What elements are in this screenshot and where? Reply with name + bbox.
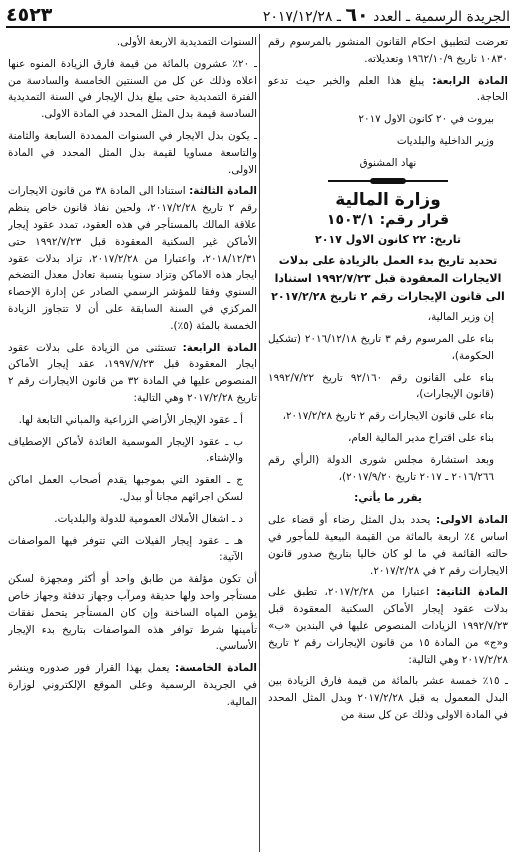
column-divider bbox=[259, 34, 260, 852]
article-text: استنادا الى المادة ٣٨ من قانون الايجارات رقم ٢ تاريخ ٢٠١٧/٢/٢٨، ولحين نفاذ قانون خاص ينظم علاقة المالك بالمستأجر في هذه العقود، تمدد عقود إيجار الأماكن غير السكنية المعقودة قبل ١٩٩٢/٧/٢٣ حتى ٢٠١٨/١٢/٣١، واعتبارا من ٢٠١٧/٢/٢٨، تزاد بدلات عقود ايجار هذه الاماكن وتزاد سنويا بنسبة تعادل معدل التضخم السنوي وفقا للمؤشر الرسمي الصادر عن إدارة الإحصاء المركزي في السنة السابقة على أن لا تتجاوز الزيادة الخمسة بالمئة (٥٪). bbox=[8, 185, 257, 332]
issue-date: ـ ٢٠١٧/١٢/٢٨ bbox=[262, 9, 341, 25]
article-text: تستثنى من الزيادة على بدلات عقود ايجار المعقودة قبل ١٩٩٧/٧/٢٣، عقد إيجار الأماكن المنصوص عليها في المادة ٣٢ من قانون الايجارات رقم ٢ تاريخ ٢٠١٧/٢/٢٨ وهي التالية: bbox=[8, 341, 257, 404]
article-label: المادة الثانية: bbox=[436, 586, 508, 599]
list-item: ج ـ العقود التي بموجبها يقدم أصحاب العمل اماكن لسكن اجرائهم مجانا أو ببدل. bbox=[8, 474, 243, 503]
right-column bbox=[268, 34, 508, 854]
paragraph: تعرضت لتطبيق احكام القانون المنشور بالمرسوم رقم ١٠٨٣٠ تاريخ ١٩٦٢/١٠/٩ وتعديلاته. bbox=[268, 36, 508, 65]
article-text: يبلغ هذا العلم والخبر حيث تدعو الحاجة. bbox=[268, 74, 508, 104]
page-header bbox=[6, 2, 510, 28]
paragraph: ـ ١٥٪ خمسة عشر بالمائة من قيمة فارق الزيادة بين البدل المعمول به قبل ٢٠١٧/٢/٢٨ وبدل المثل المحدد في المادة الاولى وذلك عن كل سنة من bbox=[268, 675, 508, 721]
article-4 bbox=[268, 73, 508, 107]
place-date: بيروت في ٢٠ كانون الاول ٢٠١٧ bbox=[358, 113, 494, 126]
minister-title: وزير الداخلية والبلديات bbox=[396, 134, 494, 147]
issue-number: ٦٠ bbox=[345, 4, 369, 26]
article-2 bbox=[268, 584, 508, 668]
journal-name: الجريدة الرسمية ـ العدد bbox=[373, 9, 510, 25]
list-item: هـ ـ عقود إيجار الفيلات التي تتوفر فيها المواصفات الآتية: bbox=[8, 534, 243, 564]
article-label: المادة الثالثة: bbox=[189, 185, 257, 198]
article-label: المادة الخامسة: bbox=[175, 662, 257, 675]
list-item: ب ـ عقود الإيجار الموسمية العائدة لأماكن الإصطياف والإشتاء. bbox=[8, 435, 243, 465]
paragraph: أن تكون مؤلفة من طابق واحد أو أكثر ومجهزة لسكن مستأجر واحد ولها حديقة ومرآب وجهاز تدفئة وجهاز خاص يؤمن المياه الساخنة وإن كان المستأجر يتحمل نفقات تأمينها شرط توافر هذه المواصفات بتاريخ بدء الإيجار الأساسي. bbox=[8, 573, 257, 653]
decree-subject: تحديد تاريخ بدء العمل بالزيادة على بدلات الايجارات المعقودة قبل ١٩٩٢/٧/٢٣ استنادا الى قانون الإيجارات رقم ٢ تاريخ ٢٠١٧/٢/٢٨ bbox=[271, 254, 505, 304]
paragraph: بناء على القانون رقم ٩٢/١٦٠ تاريخ ١٩٩٢/٧/٢٢ (قانون الإيجارات)، bbox=[268, 371, 495, 401]
paragraph: السنوات التمديدية الاربعة الأولى. bbox=[116, 36, 257, 48]
paragraph: بناء على قانون الايجارات رقم ٢ تاريخ ٢٠١٧/٢/٢٨، bbox=[282, 410, 494, 423]
minister-name: نهاد المشنوق bbox=[359, 156, 417, 169]
article-3 bbox=[8, 183, 257, 334]
list-item: د ـ اشغال الأملاك العمومية للدولة والبلديات. bbox=[54, 512, 243, 525]
section-divider bbox=[328, 178, 448, 184]
running-header bbox=[263, 4, 510, 26]
article-label: المادة الرابعة: bbox=[182, 341, 257, 354]
page-number: ٤٥٢٣ bbox=[6, 4, 53, 26]
article-label: المادة الرابعة: bbox=[432, 74, 508, 87]
decides-heading: يقرر ما يأتي: bbox=[354, 492, 422, 505]
article-text: يعمل بهذا القرار فور صدوره وينشر في الجريدة الرسمية وعلى الموقع الإلكتروني لوزارة المالية. bbox=[8, 662, 257, 708]
list-item: أ ـ عقود الإيجار الأراضي الزراعية والمباني التابعة لها. bbox=[18, 413, 243, 426]
article-text: يحدد بدل المثل رضاء أو قضاء على اساس ٤٪ اربعة بالمائة من القيمة البيعية للمأجور في حالته القائمة في ما لو كان خاليا بتاريخ صدور قانون الايجارات رقم ٢ في ٢٠١٧/٢/٢٨. bbox=[268, 514, 508, 577]
paragraph: بناء على اقتراح مدير المالية العام، bbox=[348, 431, 494, 444]
ministry-heading: وزارة المالية bbox=[335, 189, 441, 210]
article-text: اعتبارا من ٢٠١٧/٢/٢٨، تطبق على بدلات عقود إيجار الأماكن السكنية المعقودة قبل ١٩٩٢/٧/٢٣ الزيادات المنصوص عليها في البندين «ب» و«ج» من المادة ١٥ من قانون الإيجارات رقم ٢ تاريخ ٢٠١٧/٢/٢٨ وهي التالية: bbox=[268, 586, 508, 666]
paragraph: ـ ٢٠٪ عشرون بالمائة من قيمة فارق الزيادة المنوه عنها اعلاه وذلك عن كل من السنتين الخامسة والسادسة من الفترة التمديدية حتى يبلغ بدل الإيجار في السنة التمديدية السادسة قيمة بدل المثل المحدد في المادة الاولى. bbox=[8, 57, 257, 121]
article-5 bbox=[8, 660, 257, 710]
article-1 bbox=[268, 512, 508, 579]
paragraph: وبعد استشارة مجلس شورى الدولة (الرأي رقم ٢٠١٦/٢٦٦ ـ ٢٠١٧ تاريخ ٢٠١٧/٩/٢٠)، bbox=[268, 453, 494, 483]
paragraph: ـ يكون بدل الايجار في السنوات الممددة السابعة والثامنة والتاسعة مساويا لقيمة بدل المثل المحدد في المادة الاولى. bbox=[8, 129, 257, 176]
paragraph: بناء على المرسوم رقم ٣ تاريخ ٢٠١٦/١٢/١٨ (تشكيل الحكومة)، bbox=[268, 332, 494, 362]
paragraph: إن وزير المالية، bbox=[427, 311, 494, 324]
article-label: المادة الاولى: bbox=[435, 514, 508, 527]
article-4 bbox=[8, 340, 257, 407]
decree-number: قرار رقم: ١٥٠٣/١ bbox=[326, 212, 450, 229]
decree-date: تاريخ: ٢٢ كانون الاول ٢٠١٧ bbox=[315, 233, 461, 247]
left-column bbox=[8, 34, 257, 854]
